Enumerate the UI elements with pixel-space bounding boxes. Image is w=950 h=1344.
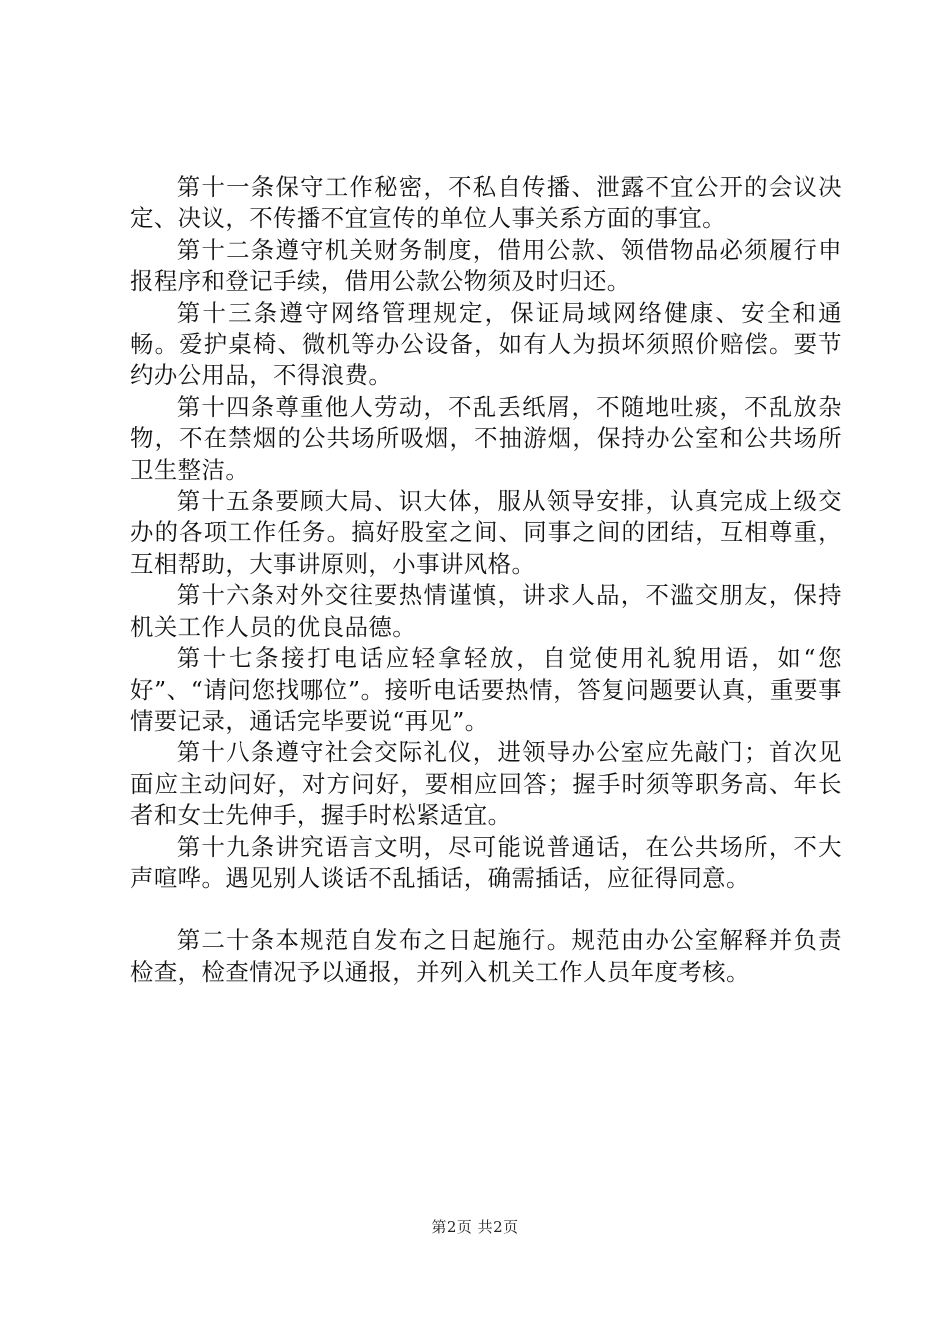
page-number-label: 第2页 共2页	[431, 1218, 519, 1236]
paragraph-spacer	[130, 894, 842, 925]
page-footer	[0, 1216, 950, 1237]
article-18: 第十八条遵守社会交际礼仪，进领导办公室应先敲门；首次见面应主动问好，对方问好，要相应回答；握手时须等职务高、年长者和女士先伸手，握手时松紧适宜。	[130, 738, 842, 830]
article-19: 第十九条讲究语言文明，尽可能说普通话，在公共场所，不大声喧哗。遇见别人谈话不乱插话，确需插话，应征得同意。	[130, 832, 842, 892]
article-13: 第十三条遵守网络管理规定，保证局域网络健康、安全和通畅。爱护桌椅、微机等办公设备，如有人为损坏须照价赔偿。要节约办公用品，不得浪费。	[130, 298, 842, 390]
article-12: 第十二条遵守机关财务制度，借用公款、领借物品必须履行申报程序和登记手续，借用公款公物须及时归还。	[130, 235, 842, 296]
article-16: 第十六条对外交往要热情谨慎，讲求人品，不滥交朋友，保持机关工作人员的优良品德。	[130, 581, 842, 641]
article-15: 第十五条要顾大局、识大体，服从领导安排，认真完成上级交办的各项工作任务。搞好股室之间、同事之间的团结，互相尊重，互相帮助，大事讲原则，小事讲风格。	[130, 487, 842, 578]
article-14: 第十四条尊重他人劳动，不乱丢纸屑，不随地吐痰，不乱放杂物，不在禁烟的公共场所吸烟，不抽游烟，保持办公室和公共场所卫生整洁。	[130, 392, 842, 484]
article-20: 第二十条本规范自发布之日起施行。规范由办公室解释并负责检查，检查情况予以通报，并列入机关工作人员年度考核。	[130, 926, 842, 986]
article-17: 第十七条接打电话应轻拿轻放，自觉使用礼貌用语，如“您好”、“请问您找哪位”。接听电话要热情，答复问题要认真，重要事情要记录，通话完毕要说“再见”。	[130, 644, 842, 735]
document-body	[130, 172, 842, 988]
article-11: 第十一条保守工作秘密，不私自传播、泄露不宜公开的会议决定、决议，不传播不宜宣传的单位人事关系方面的事宜。	[130, 173, 842, 233]
